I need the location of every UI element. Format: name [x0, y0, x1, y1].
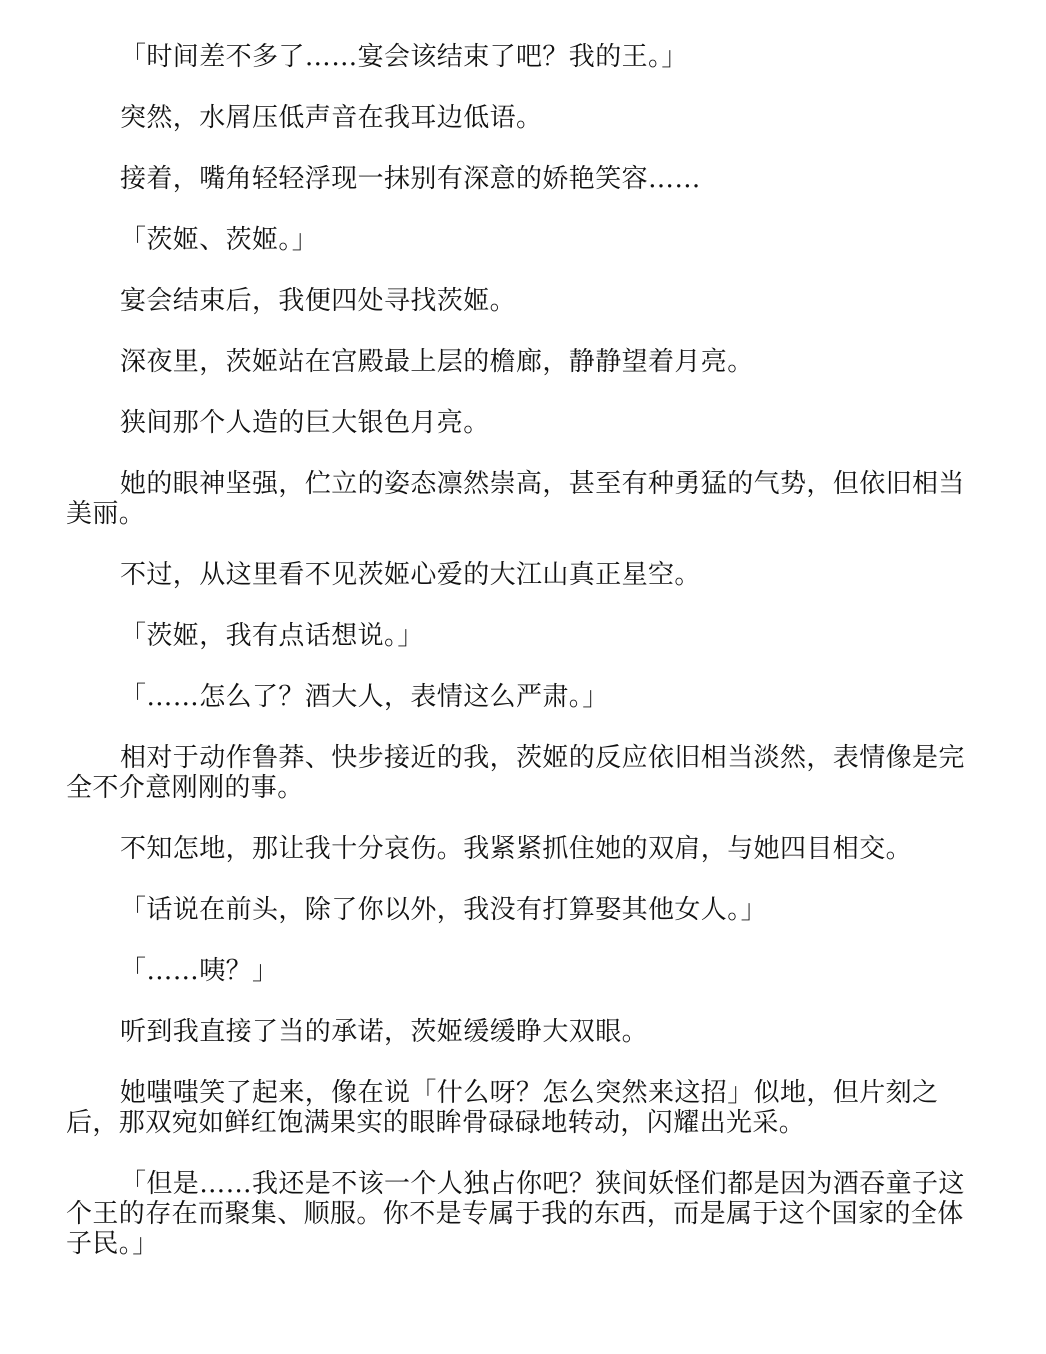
- paragraph-4: 「茨姬、茨姬。」: [120, 225, 319, 255]
- paragraph-12: 相对于动作鲁莽、快步接近的我，茨姬的反应依旧相当淡然，表情像是完全不介意刚刚的事。: [66, 743, 965, 803]
- paragraph-13: 不知怎地，那让我十分哀伤。我紧紧抓住她的双肩，与她四目相交。: [120, 834, 913, 864]
- paragraph-3: 接着，嘴角轻轻浮现一抹别有深意的娇艳笑容……: [120, 164, 701, 194]
- paragraph-7: 狭间那个人造的巨大银色月亮。: [120, 408, 490, 438]
- paragraph-15: 「……咦？」: [120, 956, 279, 986]
- paragraph-8: 她的眼神坚强，伫立的姿态凛然崇高，甚至有种勇猛的气势，但依旧相当美丽。: [66, 469, 965, 529]
- paragraph-17: 她嗤嗤笑了起来，像在说「什么呀？怎么突然来这招」似地，但片刻之后，那双宛如鲜红饱满果实的眼眸骨碌碌地转动，闪耀出光采。: [66, 1078, 939, 1138]
- paragraph-10: 「茨姬，我有点话想说。」: [120, 621, 424, 651]
- paragraph-1: 「时间差不多了……宴会该结束了吧？我的王。」: [120, 42, 688, 72]
- paragraph-2: 突然，水屑压低声音在我耳边低语。: [120, 103, 543, 133]
- paragraph-18: 「但是……我还是不该一个人独占你吧？狭间妖怪们都是因为酒吞童子这个王的存在而聚集、顺服。你不是专属于我的东西，而是属于这个国家的全体子民。」: [66, 1169, 965, 1259]
- document-page: [66, 42, 976, 1290]
- paragraph-14: 「话说在前头，除了你以外，我没有打算娶其他女人。」: [120, 895, 768, 925]
- paragraph-6: 深夜里，茨姬站在宫殿最上层的檐廊，静静望着月亮。: [120, 347, 754, 377]
- paragraph-11: 「……怎么了？酒大人，表情这么严肃。」: [120, 682, 609, 712]
- paragraph-9: 不过，从这里看不见茨姬心爱的大江山真正星空。: [120, 560, 701, 590]
- paragraph-16: 听到我直接了当的承诺，茨姬缓缓睁大双眼。: [120, 1017, 649, 1047]
- paragraph-5: 宴会结束后，我便四处寻找茨姬。: [120, 286, 517, 316]
